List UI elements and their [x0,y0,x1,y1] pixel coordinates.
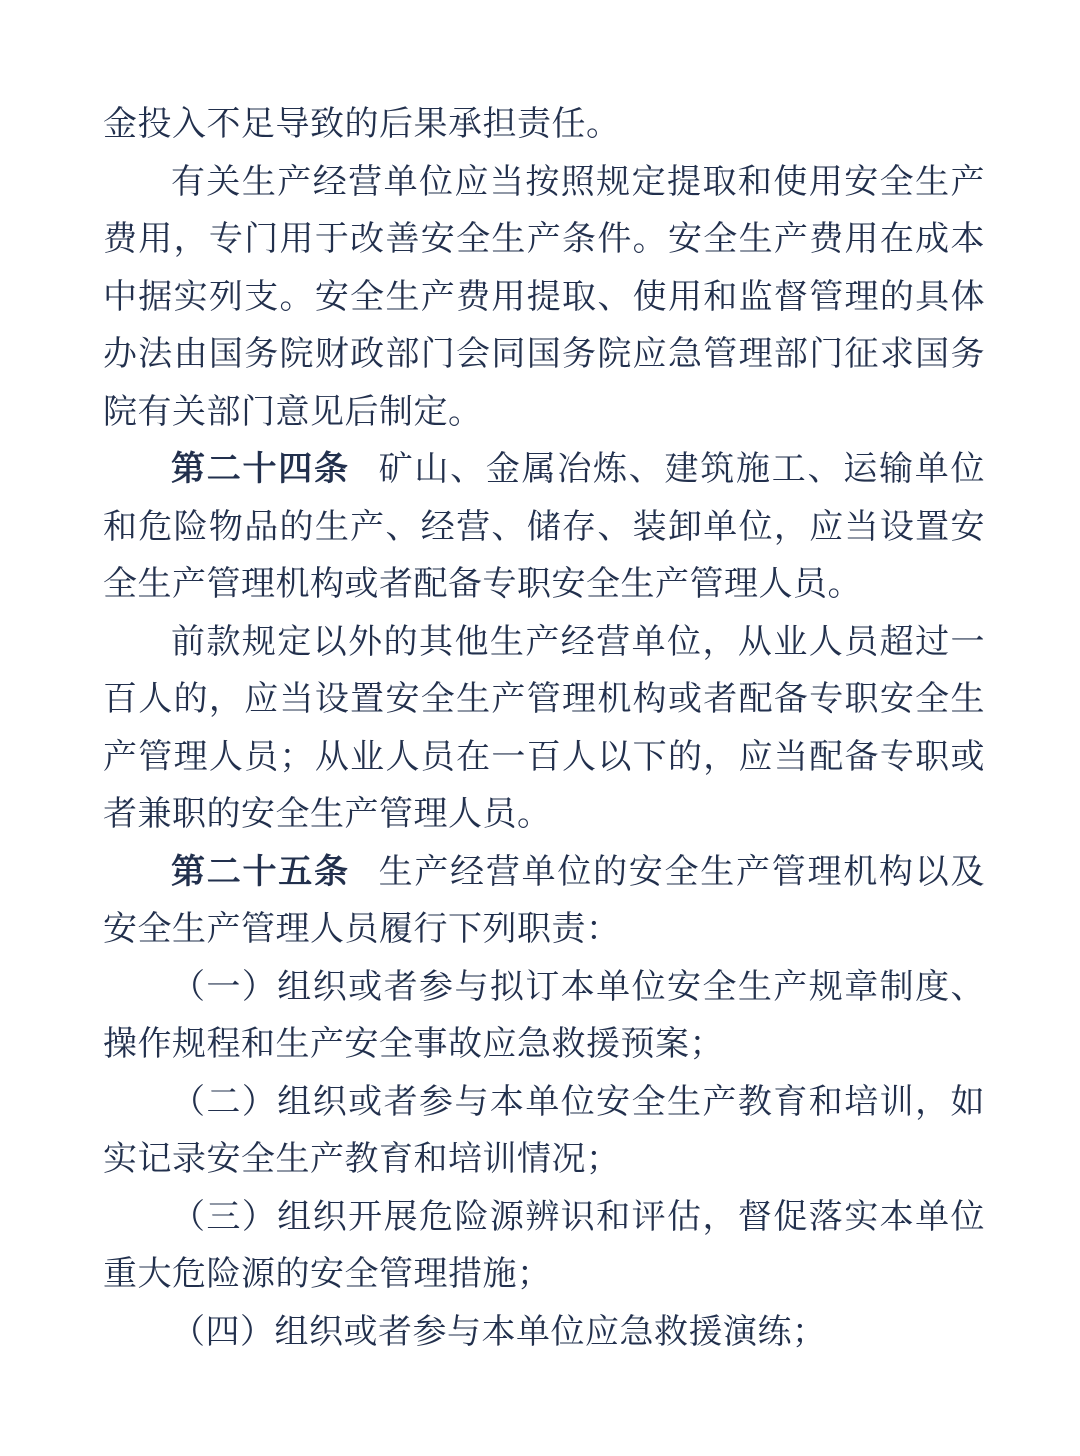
paragraph-text: （一）组织或者参与拟订本单位安全生产规章制度、操作规程和生产安全事故应急救援预案； [103,968,985,1063]
paragraph-text: （四）组织或者参与本单位应急救援演练； [171,1313,827,1351]
paragraph-article-24 [103,441,985,614]
article-number: 第二十五条 [171,853,350,891]
paragraph-article-24-clause-2 [103,614,985,844]
paragraph-safety-funds [103,154,985,442]
paragraph-text: 有关生产经营单位应当按照规定提取和使用安全生产费用，专门用于改善安全生产条件。安全生产费用在成本中据实列支。安全生产费用提取、使用和监督管理的具体办法由国务院财政部门会同国务院应急管理部门征求国务院有关部门意见后制定。 [103,163,985,431]
paragraph-text: （二）组织或者参与本单位安全生产教育和培训，如实记录安全生产教育和培训情况； [103,1083,985,1178]
paragraph-text: 前款规定以外的其他生产经营单位，从业人员超过一百人的，应当设置安全生产管理机构或者配备专职安全生产管理人员；从业人员在一百人以下的，应当配备专职或者兼职的安全生产管理人员。 [103,623,985,833]
paragraph-continuation [103,96,985,154]
paragraph-text: （三）组织开展危险源辨识和评估，督促落实本单位重大危险源的安全管理措施； [103,1198,985,1293]
article-number: 第二十四条 [171,451,350,488]
paragraph-duty-item-4 [103,1304,985,1362]
paragraph-article-25 [103,844,985,959]
paragraph-duty-item-1 [103,959,985,1074]
paragraph-duty-item-3 [103,1189,985,1304]
paragraph-text: 金投入不足导致的后果承担责任。 [103,106,621,143]
paragraph-duty-item-2 [103,1074,985,1189]
paragraph-text: 生产经营单位的安全生产管理机构以及安全生产管理人员履行下列职责： [103,853,986,948]
paragraph-text: 矿山、金属冶炼、建筑施工、运输单位和危险物品的生产、经营、储存、装卸单位，应当设置安全生产管理机构或者配备专职安全生产管理人员。 [103,451,986,603]
